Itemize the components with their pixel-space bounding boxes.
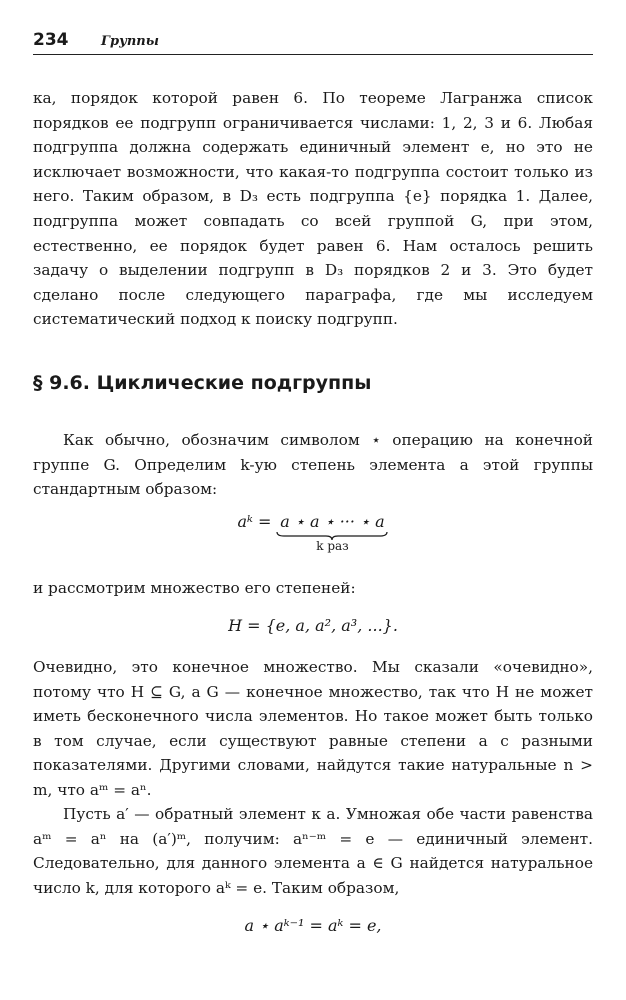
paragraph-text: Как обычно, обозначим символом ⋆ операцию на конечной группе G. Определим k-ую степень элемента a этой группы стандартным образом:: [33, 431, 593, 499]
paragraph-text: Пусть a′ — обратный элемент к a. Умножая обе части равенства aᵐ = aⁿ на (a′)ᵐ, получим: aⁿ⁻ᵐ = e — единичный элемент. Следовательно, для данного элемента a ∈ G найдется натуральное число k, для которого aᵏ = e. Таким образом,: [33, 805, 593, 897]
formula-identity: [0, 916, 626, 935]
formula-text: a ⋆ aᵏ⁻¹ = aᵏ = e,: [244, 916, 382, 935]
paragraph-text: и рассмотрим множество его степеней:: [33, 579, 356, 597]
formula-set-h: [0, 616, 626, 635]
paragraph-finite: [33, 655, 593, 803]
paragraph-text: Очевидно, это конечное множество. Мы сказали «очевидно», потому что H ⊆ G, а G — конечное множество, так что H не может иметь бесконечного числа элементов. Но такое может быть только в том случае, если существуют равные степени a с разными показателями. Другими словами, найдутся такие натуральные n > m, что aᵐ = aⁿ.: [33, 658, 593, 799]
paragraph-set: [33, 576, 593, 601]
formula-lhs: aᵏ =: [237, 512, 277, 531]
paragraph-intro: [33, 86, 593, 332]
paragraph-text: ка, порядок которой равен 6. По теореме Лагранжа список порядков ее подгрупп ограничивается числами: 1, 2, 3 и 6. Любая подгруппа должна содержать единичный элемент e, но это не исключает возможности, что какая-то подгруппа состоит только из него. Таким образом, в D₃ есть подгруппа {e} порядка 1. Далее, подгруппа может совпадать со всей группой G, при этом, естественно, ее порядок будет равен 6. Нам осталось решить задачу о выделении подгрупп в D₃ порядков 2 и 3. Это будет сделано после следующего параграфа, где мы исследуем систематический подход к поиску подгрупп.: [33, 89, 593, 329]
page-header: [33, 28, 593, 55]
formula-product: a ⋆ a ⋆ ··· ⋆ a: [280, 512, 385, 531]
formula-power-definition: [0, 512, 626, 553]
paragraph-inverse: [33, 802, 593, 900]
underbrace-label: k раз: [316, 539, 349, 553]
running-head: Группы: [101, 34, 159, 49]
underbrace-group: [276, 512, 388, 553]
section-title: § 9.6. Циклические подгруппы: [33, 372, 372, 394]
paragraph-definition: [33, 428, 593, 502]
page-number: 234: [33, 30, 69, 50]
formula-text: H = {e, a, a², a³, ...}.: [228, 616, 398, 635]
